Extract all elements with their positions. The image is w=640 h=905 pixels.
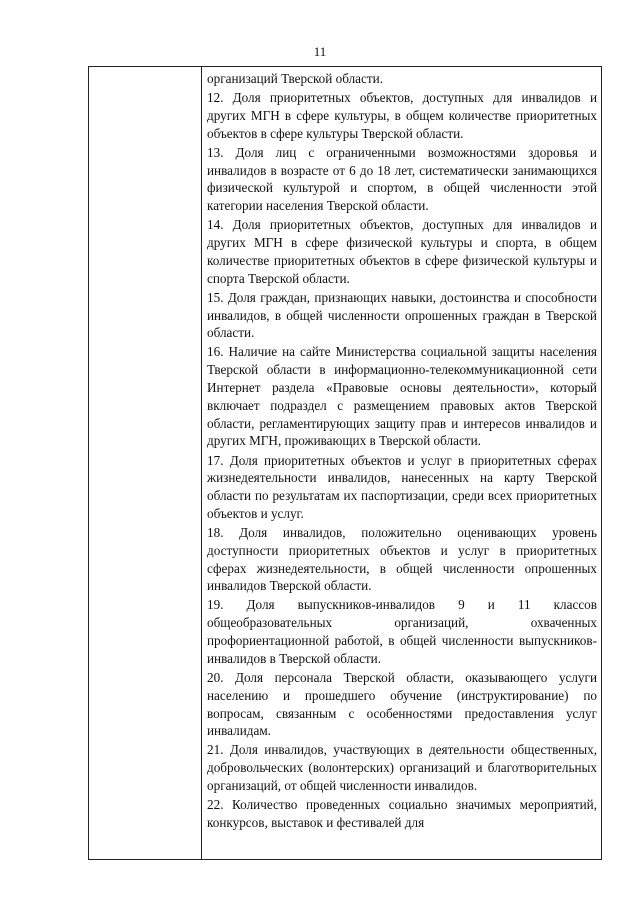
indicator-item: 20. Доля персонала Тверской области, оказывающего услуги населению и прошедшего обучение (инструктирование) по вопросам, связанным с особенностями предоставления услуг инвалидам. xyxy=(207,669,597,739)
indicator-item: 16. Наличие на сайте Министерства социальной защиты населения Тверской области в информационно-телекоммуникационной сети Интернет раздела «Правовые основы деятельности», который включает подраздел с размещением правовых актов Тверской области, регламентирующих защиту прав и интересов инвалидов и других МГН, проживающих в Тверской области. xyxy=(207,344,597,449)
indicator-item: 17. Доля приоритетных объектов и услуг в приоритетных сферах жизнедеятельности инвалидов, нанесенных на карту Тверской области по результатам их паспортизации, среди всех приоритетных объектов и услуг. xyxy=(207,452,597,521)
page-number: 11 xyxy=(313,44,327,59)
indicator-item: 19. Доля выпускников-инвалидов 9 и 11 классов общеобразовательных организаций, охваченных профориентационной работой, в общей численности выпускников-инвалидов в Тверской области. xyxy=(207,597,597,666)
indicator-item: 12. Доля приоритетных объектов, доступных для инвалидов и других МГН в сфере культуры, в общем количестве приоритетных объектов в сфере культуры Тверской области. xyxy=(207,90,597,141)
indicators-table xyxy=(88,66,602,860)
indicator-item: 15. Доля граждан, признающих навыки, достоинства и способности инвалидов, в общей численности опрошенных граждан в Тверской области. xyxy=(207,289,597,341)
indicator-item: 21. Доля инвалидов, участвующих в деятельности общественных, добровольческих (волонтерских) организаций и благотворительных организаций, от общей численности инвалидов. xyxy=(207,742,597,794)
indicator-item: 14. Доля приоритетных объектов, доступных для инвалидов и других МГН в сфере физической культуры и спорта, в общем количестве приоритетных объектов в сфере физической культуры и спорта Тверской области. xyxy=(207,217,597,286)
indicator-item: 18. Доля инвалидов, положительно оценивающих уровень доступности приоритетных объектов и услуг в приоритетных сферах жизнедеятельности, в общей численности опрошенных инвалидов Тверской области. xyxy=(207,525,597,594)
indicator-item: организаций Тверской области. xyxy=(207,71,384,86)
table-right-cell xyxy=(202,67,601,859)
table-left-cell xyxy=(89,67,202,859)
indicator-item: 22. Количество проведенных социально значимых мероприятий, конкурсов, выставок и фестивалей для xyxy=(207,797,597,830)
indicator-item: 13. Доля лиц с ограниченными возможностями здоровья и инвалидов в возрасте от 6 до 18 лет, систематически занимающихся физической культурой и спортом, в общей численности этой категории населения Тверской области. xyxy=(207,144,597,214)
